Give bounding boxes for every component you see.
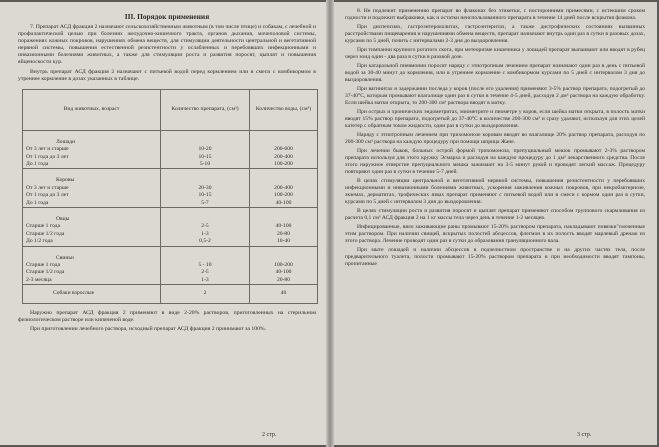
row-label: От 1 года до 3 лет (26, 153, 69, 160)
row-water: 200-600 (274, 146, 293, 153)
row-label: От 3 лет и старше (26, 146, 69, 153)
row-dose: 20-30 (198, 184, 212, 191)
table-header-cell: Количество воды, (см³) (250, 89, 318, 130)
row-water: 40-100 (275, 199, 292, 206)
table-cell-species (23, 169, 161, 208)
row-label: До 1 года (26, 199, 49, 206)
page-number-right: 3 стр. (577, 432, 592, 438)
row-dose: 5-7 (201, 199, 209, 206)
paragraph-outer-use: Наружно препарат АСД фракция 2 применяют в виде 2-20% растворов, приготовленных на стерильном физиологическом растворе или кипяченой воде. (18, 309, 316, 323)
row-water: 40-100 (275, 269, 292, 276)
row-dose: 10-20 (198, 146, 212, 153)
table-cell-water (250, 208, 318, 247)
table-cell-dose (161, 246, 250, 285)
row-label: До 1 года (26, 160, 49, 167)
table-row (23, 285, 318, 303)
row-water: 40-100 (275, 223, 292, 230)
paragraph-outer-preparation: При приготовлении лечебного раствора, исходный препарат АСД фракция 2 принимают за 100%. (30, 325, 267, 332)
right-page (331, 2, 657, 445)
table-cell-water (250, 169, 318, 208)
row-water: 20-80 (276, 230, 291, 237)
left-page (0, 2, 330, 445)
row-label: Старше 1 года (26, 223, 60, 230)
table-cell-water (250, 130, 318, 169)
row-label: Собаки взрослые (23, 285, 161, 303)
paragraph-bulls: При лечении быков, больных острой формой трихомоноза, препуциальный мешок промывают 2-3% раствором препарата используя для этого кружку Эсмарха и расходуя на каждую процедуру до 1 дм³ лекарственного средства. После этого наружное отверстие препуциального мешка зажимают на 3-5 минут рукой и проводят легкий массаж. Процедуру повторяют один раз в сутки в течение 5-7 дней. (345, 148, 645, 175)
row-dose: 10-15 (198, 192, 212, 199)
table-row (23, 246, 318, 285)
book-fold (326, 0, 334, 447)
paragraph-dyspepsia: При диспепсиях, гастроэнтероколитах, гастроэнтеритах, а также дистрофических состояниях вызванных расстройствами пищеварения и нарушениями обмена веществ, препарат назначают внутрь один раз в сутки в разовых дозах, курсами по 5 дней, почить с интервалами 2-3 дня до выздоровления. (345, 24, 645, 44)
row-dose: 10-15 (198, 153, 212, 160)
row-label: От 3 лет и старше (26, 184, 69, 191)
row-water: 200-400 (274, 184, 293, 191)
dosage-table (22, 89, 318, 304)
paragraph-piglets: В целях стимуляции роста и развития поросят и цыплят препарат применяют способом группового скармливания из расчета 0,1 см³ АСД фракция 2 на 1 кг массы тела через день в течение 1-2 месяцев. (345, 208, 645, 221)
group-name: Коровы (56, 177, 75, 184)
row-dose: 1-3 (201, 230, 209, 237)
row-water: 40 (250, 285, 318, 303)
row-water: 100-200 (274, 192, 293, 199)
row-dose: 2-5 (201, 269, 209, 276)
table-row (23, 130, 318, 169)
row-dose: 2 (161, 285, 250, 303)
paragraph-tympany: При тимпании крупного рогатого скота, при метеоризме кишечника у лошадей препарат выпаивают или вводят в рубец через зонд один - два раза в сутки в разовой дозе. (345, 47, 645, 60)
table-cell-dose (161, 208, 250, 247)
table-row (23, 169, 318, 208)
table-header-cell: Вид животных, возраст (23, 89, 161, 130)
row-label: От 1 года до 3 лет (26, 192, 69, 199)
paragraph-trichomonosis: Наряду с этиотропным лечением при трихомонозе коровам вводят во влагалище 20% раствор препарата, расходуя по 200-300 см³ раствора на каждую процедуру при помощи шприца Жане. (345, 132, 645, 145)
paragraph-wounds: Инфицированные, вяло заживающие раны промывают 15-20% раствором препарата, накладывают повязки"смоченные этим раствором. При наличии свищей, вскрытых полостей абсцессов, флегмон в их полость вводят марлевый дренаж из этого раствора. Лечение проводят один раз в сутки до образования грануляционного вала. (345, 224, 645, 244)
table-cell-dose (161, 169, 250, 208)
row-label: Старше 1 года (26, 262, 60, 269)
row-label: До 1/2 года (26, 238, 53, 245)
row-label: Старше 1/2 года (26, 269, 65, 276)
row-water: 100-200 (274, 262, 293, 269)
table-cell-species (23, 208, 161, 247)
table-cell-species (23, 246, 161, 285)
row-water: 200-400 (274, 153, 293, 160)
row-label: 2-3 месяца (26, 276, 52, 283)
row-dose: 0,5-2 (199, 238, 211, 245)
row-label: Старше 1/2 года (26, 230, 65, 237)
paragraph-endometritis: При острых и хронических эндометритах, миометрите и пиометре у коров, если шейка матки открыта, в полость матки вводят 15% раствор препарата, подогретый до 37-40°С в количестве 200-300 см³ и сразу удаляют, используя для этих целей катетер с обратным током жидкости, один раз в сутки до выздоровления. (345, 109, 645, 129)
paragraph-stimulation: В целях стимуляции центральной и вегетативной нервной системы, повышения резистентности у перебоявших инфекционными и инвазионными болезнями животных, ускорения заживления кожных покровов, при некробактериозе, экземах, дерматитах, трофических язвах препарат применяют с питьевой водой или в смеси с кормом один раз в сутки, курсами по 5 дней с интервалом 3 дня до выздоровления. (345, 178, 645, 205)
row-dose: 1-3 (201, 276, 209, 283)
table-header-cell: Количество препарата, (см³) (161, 89, 250, 130)
paragraph-intro: 7. Препарат АСД фракция 2 назначают сельскохозяйственным животным (в том числе птице) и собакам, с лечебной и профилактической целью при болезнях желудочно-кишечного тракта, органов дыхания, мочеполовой системы, поражениях кожных покровов, нарушениях обмена веществ, для стимуляции деятельности центральной и вегетативной нервной системы, повышения естественной резистентности у ослабленных и перебоявших инфекционными и инвазионными болезнями животных, а также для стимуляции роста и развития поросят, цыплят и повышения яйценоскости кур. (18, 24, 316, 66)
paragraph-horses: При мыте лошадей и наличии абсцессов в подчелюстном пространстве и на других частях тела, после предварительного туалета, полости промывают 15-20% раствором препарата и при необходимости вводят тампоны, пропитанные (345, 247, 645, 267)
paragraph-vaginitis: При вагинитах и задержании последа у коров (после его удаления) применяют 3-5% раствор препарата, подогретый до 37-40°С, которым промывают влагалище один раз в сутки в течение 4-5 дней, расходуя 2 дм³ раствора на каждую обработку. Если шейка матки открыта, то 200-300 см³ раствора вводят в матку. (345, 86, 645, 106)
table-row (23, 208, 318, 247)
paragraph-table-intro: Внутрь препарат АСД фракция 2 назначают с питьевой водой перед кормлением или в смеси с комбикормом в утреннее кормление в дозах указанных в таблице. (18, 68, 316, 82)
table-cell-water (250, 246, 318, 285)
paragraph-8: 8. Не подлежит применению препарат во флаконах без этикетки, с посторонними примесями, с истекшим сроком годности и подлежит выбраковке, как и остатки неиспользованного препарата в течение 14 дней после вскрытия флакона. (345, 8, 645, 21)
paragraph-pneumonia: При катаральной пневмонии поросят наряду с этиотропным лечением препарат назначают один раз в день с питьевой водой за 30-40 минут до кормления, или в утреннее кормление с комбикормом курсами по 5 дней с интервалом 3 дня до выздоровления. (345, 63, 645, 83)
row-water: 10-40 (276, 238, 291, 245)
row-water: 20-80 (276, 276, 291, 283)
section-title: III. Порядок применения (124, 12, 210, 21)
table-cell-dose (161, 130, 250, 169)
row-water: 100-200 (274, 160, 293, 167)
row-dose: 5 - 10 (198, 262, 212, 269)
row-dose: 5-10 (199, 160, 211, 167)
table-header-row (23, 89, 318, 130)
row-dose: 2-5 (201, 223, 209, 230)
page-number-left: 2 стр. (262, 432, 277, 438)
table-cell-species (23, 130, 161, 169)
group-name: Свиньи (56, 254, 74, 261)
group-name: Лошади (56, 138, 76, 145)
group-name: Овцы (56, 216, 70, 222)
